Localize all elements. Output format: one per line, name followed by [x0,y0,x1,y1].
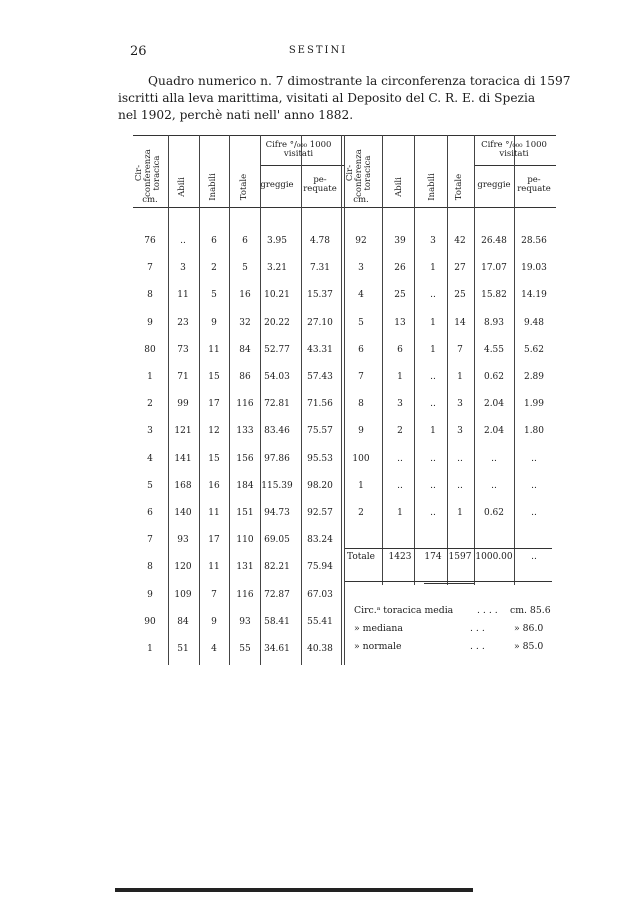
summary-dots: . . . [470,641,485,652]
cell-totale: 116 [236,399,254,410]
cell-circonferenza: 7 [147,263,153,274]
cell-circonferenza: 5 [358,317,364,328]
cell-perequate: .. [531,480,537,491]
cell-totale: 25 [454,290,466,301]
cell-greggie: 34.61 [264,644,290,654]
cell-perequate: 40.38 [307,644,333,654]
page-number: 26 [130,44,147,59]
cell-abili: 109 [174,589,192,600]
cell-circonferenza: 3 [147,426,153,437]
cell-circonferenza: 80 [144,344,156,355]
cell-greggie: 69.05 [264,535,290,546]
cell-perequate: 27.10 [307,317,333,328]
cell-greggie: 15.82 [481,290,507,301]
cell-totale: 131 [236,562,254,573]
cell-inabili: 17 [208,399,220,410]
cell-greggie: 115.39 [261,480,293,491]
cell-abili: 93 [177,535,189,546]
cell-circonferenza: 1 [147,644,153,654]
cell-inabili: 6 [211,236,217,246]
cell-inabili: 5 [211,290,217,301]
cell-perequate: 7.31 [309,263,331,274]
cell-circonferenza: 92 [355,236,367,246]
header-cifre-per-mille: Cifre °/₀₀₀ 1000 visitati [265,140,332,159]
cell-totale: 1 [457,372,463,382]
cell-totale: 93 [239,616,251,627]
summary-rule [424,583,474,584]
cell-totale: 3 [457,426,463,437]
cell-totale: 6 [242,236,248,246]
cell-greggie: 58.41 [264,616,290,627]
header-greggie: greggie [477,180,511,190]
cell-perequate: 2.89 [523,372,545,382]
cell-circonferenza: 8 [147,290,153,301]
cell-greggie: 2.04 [483,399,505,410]
cell-totale: 151 [236,508,254,518]
cell-greggie: 72.87 [264,589,290,600]
cell-inabili: 1 [430,426,436,437]
header-greggie: greggie [260,180,294,190]
cell-circonferenza: 100 [352,453,370,464]
cell-circonferenza: 6 [358,344,364,355]
cell-totale: 86 [239,372,251,382]
cell-greggie: 3.21 [266,263,288,274]
summary-dots: . . . . [477,605,498,616]
cell-abili: 3 [180,263,186,274]
header-totale: Totale [454,173,464,201]
cell-abili: 140 [174,508,192,518]
cell-totale: 184 [236,480,254,491]
cell-circonferenza: 4 [358,290,364,301]
cell-totale: 42 [454,236,466,246]
cell-inabili: .. [430,453,436,464]
cell-totale: .. [457,480,463,491]
cell-perequate: 9.48 [523,317,545,328]
cell-inabili: 2 [211,263,217,274]
cell-totale: .. [457,453,463,464]
cell-inabili: 1 [430,344,436,355]
cell-abili: .. [397,480,403,491]
cell-inabili: 11 [208,562,220,573]
cell-greggie: 97.86 [264,453,290,464]
summary-value: » 86.0 [514,623,544,634]
cell-perequate: 19.03 [521,263,547,274]
cell-abili: 71 [177,372,189,382]
cell-greggie: 2.04 [483,426,505,437]
header-abili: Abili [177,177,187,197]
cell-inabili: 17 [208,535,220,546]
cell-circonferenza: 2 [358,508,364,518]
cell-inabili: 1 [430,263,436,274]
totals-value: .. [531,552,537,562]
totals-value: 1000.00 [475,552,513,562]
cell-greggie: 0.62 [483,508,505,518]
header-circonferenza: Cir- conferenza toracica [134,149,162,197]
cell-greggie: 10.21 [264,290,290,301]
cell-greggie: 20.22 [264,317,290,328]
cell-abili: 13 [394,317,406,328]
totals-rule [345,581,552,582]
cell-inabili: 4 [211,644,217,654]
cell-greggie: 52.77 [264,344,290,355]
cell-circonferenza: 4 [147,453,153,464]
cell-circonferenza: 7 [147,535,153,546]
cell-circonferenza: 3 [358,263,364,274]
cell-abili: 23 [177,317,189,328]
cell-greggie: .. [491,480,497,491]
cell-greggie: 8.93 [483,317,505,328]
cell-inabili: 7 [211,589,217,600]
cell-abili: 25 [394,290,406,301]
cell-greggie: .. [491,453,497,464]
cell-greggie: 0.62 [483,372,505,382]
cifre-divider-left [260,165,344,166]
cell-perequate: 55.41 [307,616,333,627]
cell-abili: 26 [394,263,406,274]
totals-label: Totale [347,552,375,562]
cell-circonferenza: 2 [147,399,153,410]
header-perequate: pe- requate [303,175,337,194]
cell-inabili: .. [430,372,436,382]
cell-inabili: 11 [208,344,220,355]
cell-perequate: 15.37 [307,290,333,301]
cell-inabili: 16 [208,480,220,491]
cell-abili: 141 [174,453,192,464]
cell-inabili: .. [430,290,436,301]
cifre-divider-right [474,165,556,166]
cell-totale: 7 [457,344,463,355]
cell-circonferenza: 8 [358,399,364,410]
cell-perequate: 57.43 [307,372,333,382]
cell-abili: 73 [177,344,189,355]
cell-greggie: 4.55 [483,344,505,355]
cell-totale: 3 [457,399,463,410]
cell-inabili: 9 [211,616,217,627]
cell-totale: 84 [239,344,251,355]
cell-greggie: 54.03 [264,372,290,382]
cell-abili: 1 [397,508,403,518]
cell-perequate: .. [531,453,537,464]
cell-greggie: 3.95 [266,236,288,246]
cell-totale: 116 [236,589,254,600]
cell-inabili: 12 [208,426,220,437]
header-cm: cm. [142,195,158,205]
cell-circonferenza: 9 [147,589,153,600]
cell-greggie: 72.81 [264,399,290,410]
cell-abili: 39 [394,236,406,246]
cell-perequate: 75.57 [307,426,333,437]
cell-perequate: 1.80 [523,426,545,437]
header-totale: Totale [239,173,249,201]
cell-circonferenza: 9 [147,317,153,328]
caption-line: nel 1902, perchè nati nell' anno 1882. [118,108,354,122]
cell-perequate: 14.19 [521,290,547,301]
cell-perequate: 92.57 [307,508,333,518]
cell-totale: 133 [236,426,254,437]
summary-value: » 85.0 [514,641,544,652]
header-perequate: pe- requate [517,175,551,194]
cell-totale: 14 [454,317,466,328]
cell-perequate: 67.03 [307,589,333,600]
header-cm: cm. [353,195,369,205]
caption-line: Quadro numerico n. 7 dimostrante la circonferenza toracica di 1597 [148,74,571,88]
cell-circonferenza: 1 [147,372,153,382]
cell-abili: 99 [177,399,189,410]
cell-perequate: 5.62 [523,344,545,355]
running-head: SESTINI [288,45,348,56]
header-inabili: Inabili [427,173,437,201]
cell-perequate: 1.99 [523,399,545,410]
cell-abili: 3 [397,399,403,410]
cell-totale: 16 [239,290,251,301]
cell-perequate: 28.56 [521,236,547,246]
cell-greggie: 82.21 [264,562,290,573]
summary-label: » mediana [354,623,403,634]
cell-circonferenza: 8 [147,562,153,573]
cell-inabili: 9 [211,317,217,328]
cell-inabili: .. [430,480,436,491]
cell-inabili: 11 [208,508,220,518]
cell-perequate: 43.31 [307,344,333,355]
header-cifre-per-mille: Cifre °/₀₀₀ 1000 visitati [481,140,547,159]
cell-inabili: 15 [208,372,220,382]
cell-abili: .. [397,453,403,464]
cell-circonferenza: 7 [358,372,364,382]
cell-greggie: 83.46 [264,426,290,437]
cell-abili: .. [180,236,186,246]
cell-abili: 120 [174,562,192,573]
header-abili: Abili [394,177,404,197]
cell-greggie: 26.48 [481,236,507,246]
header-inabili: Inabili [208,173,218,201]
header-circonferenza: Cir- conferenza toracica [345,149,373,197]
cell-abili: 11 [177,290,189,301]
cell-circonferenza: 90 [144,616,156,627]
cell-abili: 84 [177,616,189,627]
summary-label: » normale [354,641,402,652]
cell-totale: 1 [457,508,463,518]
cell-inabili: 15 [208,453,220,464]
cell-abili: 1 [397,372,403,382]
bottom-rule [115,888,473,892]
table-caption [118,73,570,124]
cell-totale: 156 [236,453,254,464]
cell-abili: 2 [397,426,403,437]
cell-totale: 27 [454,263,466,274]
cell-abili: 168 [174,480,192,491]
cell-perequate: 83.24 [307,535,333,546]
cell-totale: 32 [239,317,251,328]
cell-perequate: .. [531,508,537,518]
cell-circonferenza: 6 [147,508,153,518]
cell-abili: 6 [397,344,403,355]
cell-perequate: 4.78 [309,236,331,246]
cell-perequate: 98.20 [307,480,333,491]
totals-value: 1423 [388,552,412,562]
cell-circonferenza: 1 [358,480,364,491]
totals-value: 1597 [448,552,472,562]
cell-perequate: 95.53 [307,453,333,464]
cell-abili: 51 [177,644,189,654]
cell-inabili: 3 [430,236,436,246]
cell-inabili: .. [430,399,436,410]
cell-circonferenza: 5 [147,480,153,491]
cell-inabili: .. [430,508,436,518]
cell-totale: 55 [239,644,251,654]
totals-value: 174 [424,552,442,562]
cell-perequate: 71.56 [307,399,333,410]
summary-value: cm. 85.6 [510,605,551,616]
caption-line: iscritti alla leva marittima, visitati al Deposito del C. R. E. di Spezia [118,91,536,105]
summary-label: Circ.ᵃ toracica media [354,605,454,616]
cell-greggie: 94.73 [264,508,290,518]
cell-totale: 5 [242,263,248,274]
cell-abili: 121 [174,426,192,437]
cell-inabili: 1 [430,317,436,328]
cell-circonferenza: 76 [144,236,156,246]
cell-greggie: 17.07 [481,263,507,274]
cell-circonferenza: 9 [358,426,364,437]
cell-totale: 110 [236,535,254,546]
totals-rule [345,548,552,549]
cell-perequate: 75.94 [307,562,333,573]
summary-dots: . . . [470,623,485,634]
